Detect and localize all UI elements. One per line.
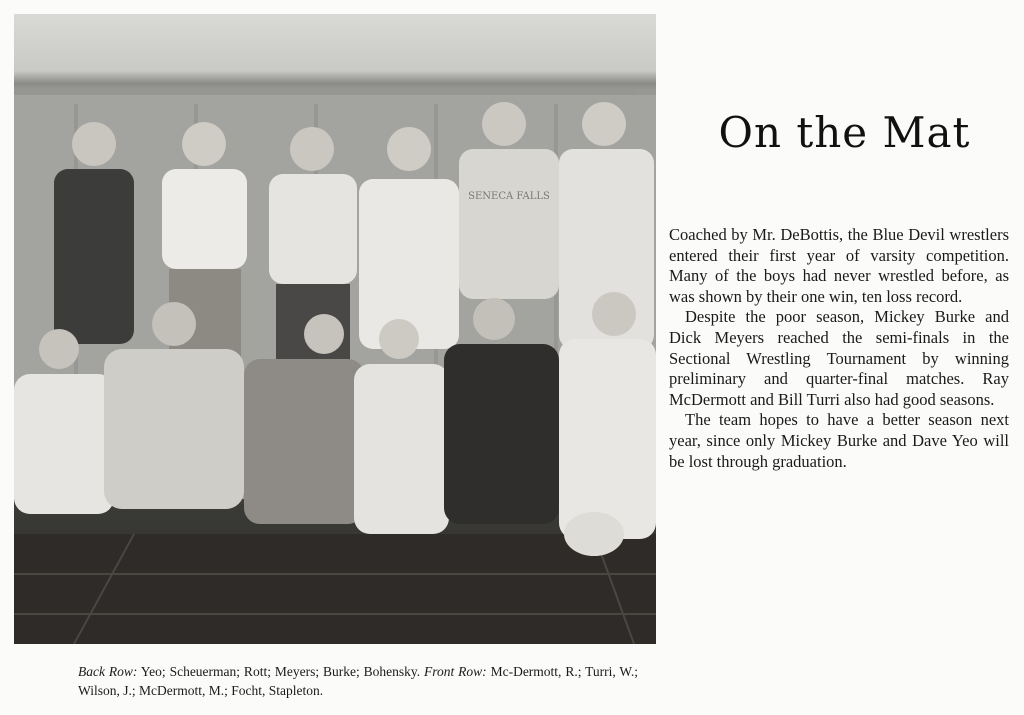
caption-front-label: Front Row: xyxy=(424,664,487,679)
article-title: On the Mat xyxy=(718,108,971,157)
team-photo xyxy=(14,14,656,644)
article-paragraph: Despite the poor season, Mickey Burke and Dick Meyers reached the semi-finals in the Sectional Wrestling Tournament by winning preliminary and quarter-final matches. Ray McDermott and Bill Turri also had good seasons. xyxy=(669,307,1009,409)
article-body xyxy=(669,225,1009,472)
article-paragraph: The team hopes to have a better season next year, since only Mickey Burke and Dave Yeo will be lost through graduation. xyxy=(669,410,1009,471)
team-photo-illustration xyxy=(14,14,656,644)
caption-back-names: Yeo; Scheuerman; Rott; Meyers; Burke; Bohensky. xyxy=(140,664,421,679)
article-paragraph: Coached by Mr. DeBottis, the Blue Devil wrestlers entered their first year of varsity competition. Many of the boys had never wrestled before, as was shown by their one win, ten loss record. xyxy=(669,225,1009,306)
shirt-print: SENECA FALLS xyxy=(468,191,550,202)
photo-caption xyxy=(78,662,638,700)
caption-front-names: Mc-Dermott, R.; Turri, W.; Wilson, J.; McDermott, M.; Focht, Stapleton. xyxy=(78,664,639,698)
caption-back-label: Back Row: xyxy=(78,664,138,679)
